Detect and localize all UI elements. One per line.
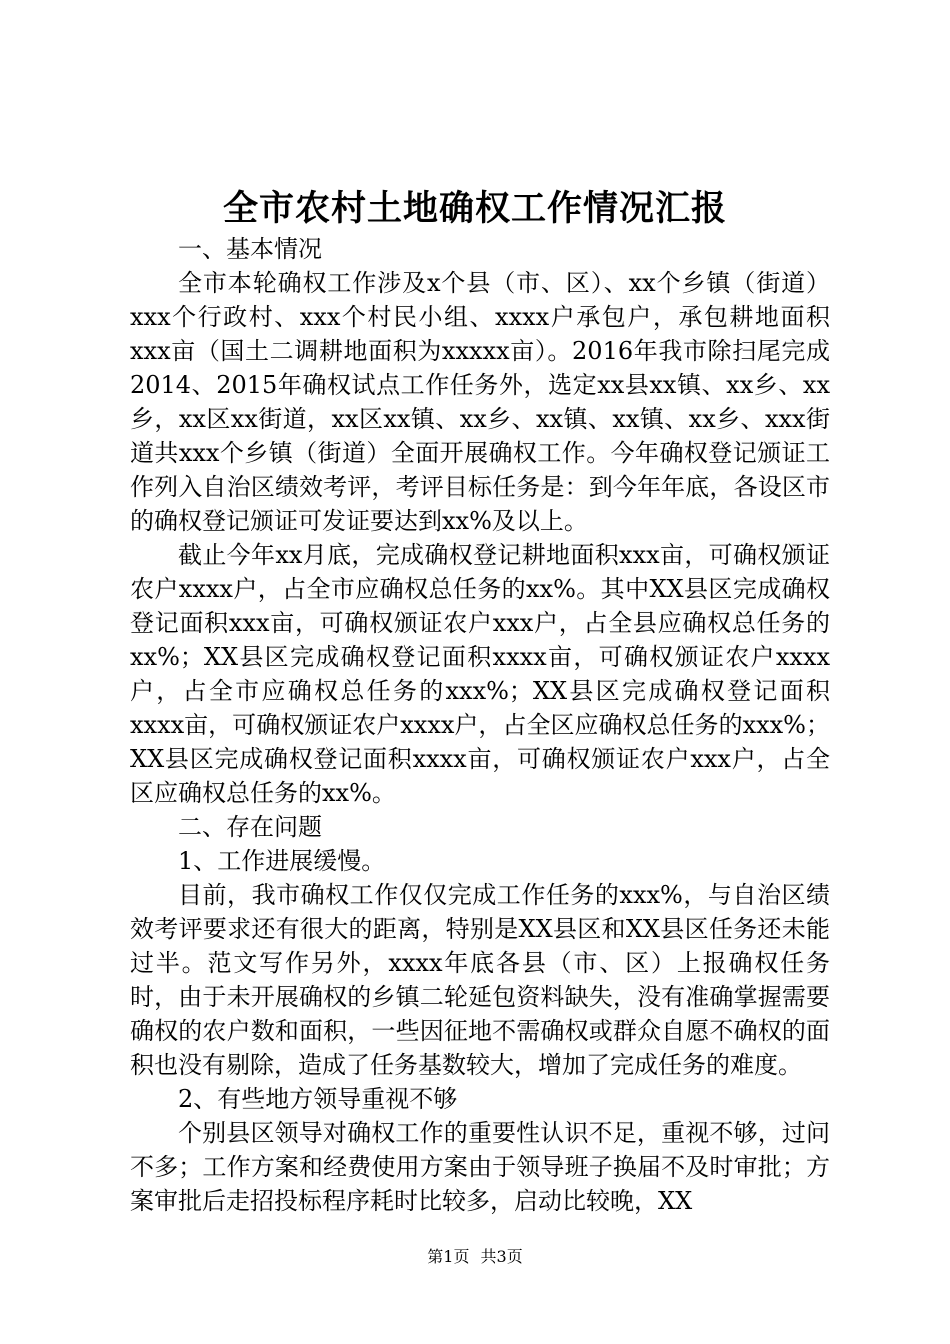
body-paragraph: 全市本轮确权工作涉及x个县（市、区）、xx个乡镇（街道）xxx个行政村、xxx个村民小组、xxxx户承包户，承包耕地面积xxx亩（国土二调耕地面积为xxxxx亩）。2016年我市除扫尾完成2014、2015年确权试点工作任务外，选定xx县xx镇、xx乡、xx乡，xx区xx街道，xx区xx镇、xx乡、xx镇、xx镇、xx乡、xxx街道共xxx个乡镇（街道）全面开展确权工作。今年确权登记颁证工作列入自治区绩效考评，考评目标任务是：到今年年底，各设区市的确权登记颁证可发证要达到xx%及以上。 <box>130 269 830 535</box>
subsection-heading: 1、工作进展缓慢。 <box>178 847 386 875</box>
section-heading-problems: 二、存在问题 <box>178 813 322 841</box>
body-paragraph: 截止今年xx月底，完成确权登记耕地面积xxx亩，可确权颁证农户xxxx户，占全市应确权总任务的xx%。其中XX县区完成确权登记面积xxx亩，可确权颁证农户xxx户，占全县应确权总任务的xx%；XX县区完成确权登记面积xxxx亩，可确权颁证农户xxxx户，占全市应确权总任务的xxx%；XX县区完成确权登记面积xxxx亩，可确权颁证农户xxxx户，占全区应确权总任务的xxx%；XX县区完成确权登记面积xxxx亩，可确权颁证农户xxx户，占全区应确权总任务的xx%。 <box>130 541 830 807</box>
body-paragraph: 个别县区领导对确权工作的重要性认识不足，重视不够，过问不多；工作方案和经费使用方案由于领导班子换届不及时审批；方案审批后走招投标程序耗时比较多，启动比较晚，XX <box>130 1119 830 1215</box>
section-heading-basic-situation: 一、基本情况 <box>178 235 322 263</box>
subsection-heading: 2、有些地方领导重视不够 <box>178 1085 458 1113</box>
page-footer: 第1页 共3页 <box>427 1247 523 1266</box>
document-title: 全市农村土地确权工作情况汇报 <box>222 188 727 229</box>
body-paragraph: 目前，我市确权工作仅仅完成工作任务的xxx%，与自治区绩效考评要求还有很大的距离，特别是XX县区和XX县区任务还未能过半。范文写作另外，xxxx年底各县（市、区）上报确权任务时，由于未开展确权的乡镇二轮延包资料缺失，没有准确掌握需要确权的农户数和面积，一些因征地不需确权或群众自愿不确权的面积也没有剔除，造成了任务基数较大，增加了完成任务的难度。 <box>130 881 830 1079</box>
document-body <box>130 232 830 1218</box>
